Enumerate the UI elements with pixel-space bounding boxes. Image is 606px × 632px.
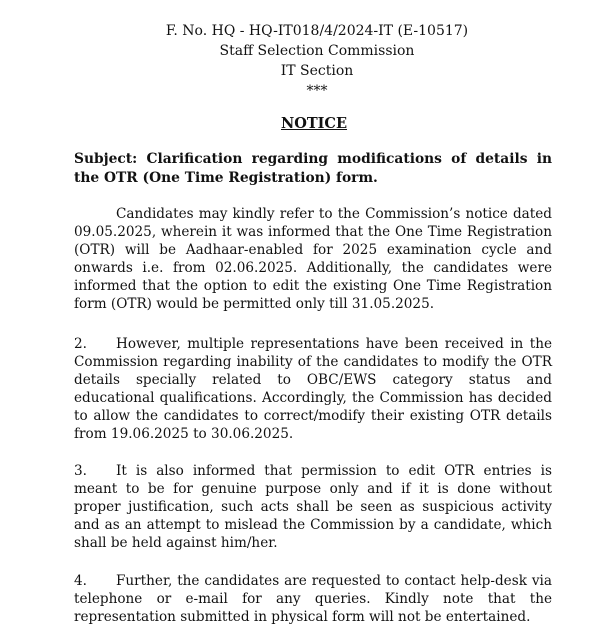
- paragraph-4-text: Further, the candidates are requested to contact help-desk via telephone or e-mail for any queries. Kindly note that the representation submitted in physical form will not be entertained.: [74, 573, 552, 625]
- paragraph-2-number: 2.: [74, 336, 87, 352]
- document-header: [0, 21, 606, 101]
- notice-title: NOTICE: [280, 115, 348, 132]
- subject-text: Subject: Clarification regarding modifications of details in the OTR (One Time Registration) form.: [74, 151, 552, 186]
- section-name: IT Section: [280, 63, 354, 79]
- paragraph-2-text: However, multiple representations have been received in the Commission regarding inability of the candidates to modify the OTR details specially related to OBC/EWS category status and educational qualifications. Accordingly, the Commission has decided to allow the candidates to correct/modify their existing OTR details from 19.06.2025 to 30.06.2025.: [74, 336, 552, 442]
- subject-line: [74, 150, 552, 187]
- paragraph-3-text: It is also informed that permission to edit OTR entries is meant to be for genuine purpose only and if it is done without proper justification, such acts shall be seen as suspicious activity and as an attempt to mislead the Commission by a candidate, which shall be held against him/her.: [74, 463, 552, 551]
- header-separator: ***: [306, 83, 328, 99]
- paragraph-1: [74, 205, 552, 313]
- paragraph-4-number: 4.: [74, 573, 87, 589]
- paragraph-4: [74, 572, 552, 626]
- paragraph-3-number: 3.: [74, 463, 87, 479]
- file-number: F. No. HQ - HQ-IT018/4/2024-IT (E-10517): [165, 23, 469, 39]
- paragraph-3: [74, 462, 552, 552]
- paragraph-1-text: Candidates may kindly refer to the Commission’s notice dated 09.05.2025, wherein it was informed that the One Time Registration (OTR) will be Aadhaar-enabled for 2025 examination cycle and onwards i.e. from 02.06.2025. Additionally, the candidates were informed that the option to edit the existing One Time Registration form (OTR) would be permitted only till 31.05.2025.: [74, 206, 552, 312]
- paragraph-2: [74, 335, 552, 443]
- organization-name: Staff Selection Commission: [219, 43, 415, 59]
